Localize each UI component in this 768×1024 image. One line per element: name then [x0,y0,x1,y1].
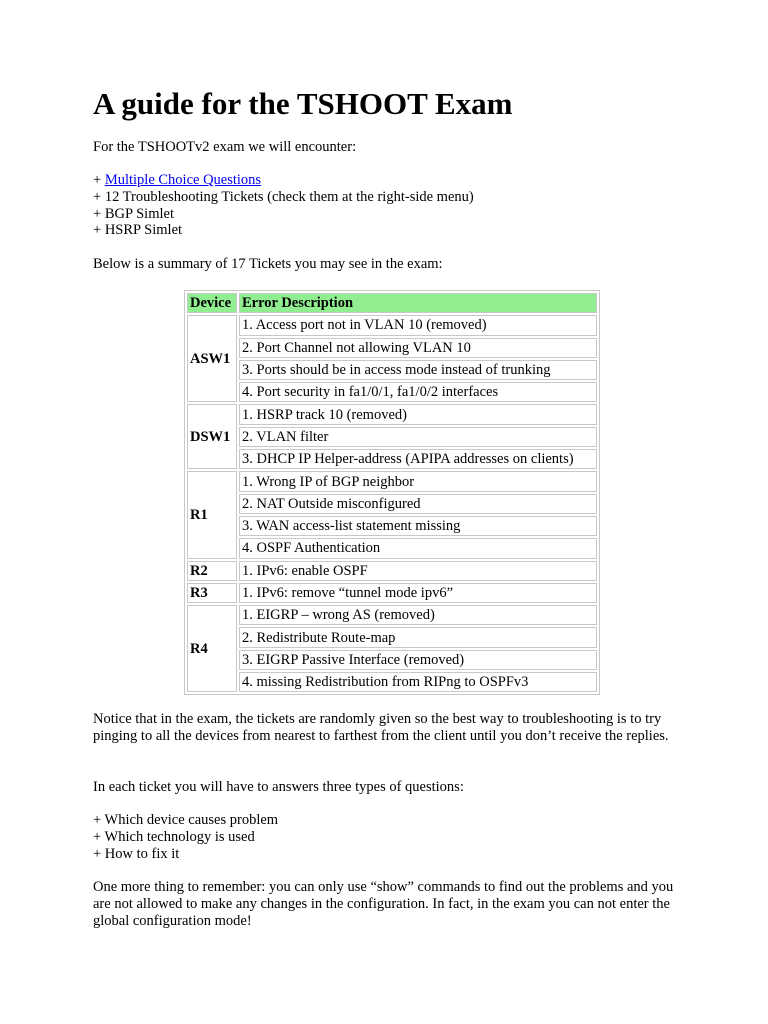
device-cell: R4 [187,605,237,692]
table-row [187,494,597,514]
table-row [187,471,597,491]
table-row [187,338,597,358]
error-cell: 1. IPv6: remove “tunnel mode ipv6” [239,583,597,603]
error-cell: 1. Wrong IP of BGP neighbor [239,471,597,491]
table-row [187,627,597,647]
item-text: BGP Simlet [104,206,174,222]
multiple-choice-link[interactable]: Multiple Choice Questions [104,172,262,188]
table-row [187,449,597,469]
question-type-item: + Which device causes problem [93,812,279,828]
error-cell: 2. NAT Outside misconfigured [239,494,597,514]
table-row [187,404,597,424]
item-prefix: + [93,206,105,222]
error-cell: 3. EIGRP Passive Interface (removed) [239,650,597,670]
device-cell: ASW1 [187,315,237,402]
table-row [187,360,597,380]
table-header-row [187,293,597,313]
question-type-item: + Which technology is used [93,829,255,845]
device-cell: R1 [187,471,237,558]
table-row [187,315,597,335]
encounter-item [93,189,474,206]
item-text: HSRP Simlet [104,222,183,238]
error-cell: 4. OSPF Authentication [239,538,597,558]
encounter-item [93,172,261,189]
error-cell: 3. DHCP IP Helper-address (APIPA addresses on clients) [239,449,597,469]
device-header: Device [187,293,237,313]
error-cell: 4. Port security in fa1/0/1, fa1/0/2 interfaces [239,382,597,402]
question-intro: In each ticket you will have to answers three types of questions: [93,779,464,795]
question-type-item: + How to fix it [93,846,180,862]
table-row [187,583,597,603]
error-cell: 4. missing Redistribution from RIPng to OSPFv3 [239,672,597,692]
error-cell: 2. VLAN filter [239,427,597,447]
tickets-table [184,290,600,695]
encounter-item [93,206,174,223]
table-row [187,650,597,670]
page-title: A guide for the TSHOOT Exam [93,86,513,121]
item-prefix: + [93,172,105,188]
table-row [187,382,597,402]
error-cell: 2. Port Channel not allowing VLAN 10 [239,338,597,358]
device-cell: R2 [187,561,237,581]
table-row [187,427,597,447]
error-cell: 3. WAN access-list statement missing [239,516,597,536]
encounter-item [93,222,182,239]
error-cell: 2. Redistribute Route-map [239,627,597,647]
error-header: Error Description [239,293,597,313]
table-row [187,516,597,536]
summary-text: Below is a summary of 17 Tickets you may see in the exam: [93,256,443,272]
table-row [187,672,597,692]
error-cell: 3. Ports should be in access mode instead of trunking [239,360,597,380]
error-cell: 1. IPv6: enable OSPF [239,561,597,581]
error-cell: 1. EIGRP – wrong AS (removed) [239,605,597,625]
device-cell: R3 [187,583,237,603]
table-row [187,538,597,558]
table-row [187,605,597,625]
notice-paragraph: Notice that in the exam, the tickets are randomly given so the best way to troubleshooting is to try pinging to all the devices from nearest to farthest from the client until you don’t receive the replies. [93,711,669,744]
item-text: 12 Troubleshooting Tickets (check them at the right-side menu) [104,189,474,205]
table-row [187,561,597,581]
item-prefix: + [93,222,105,238]
intro-text: For the TSHOOTv2 exam we will encounter: [93,139,357,155]
device-cell: DSW1 [187,404,237,469]
error-cell: 1. HSRP track 10 (removed) [239,404,597,424]
item-prefix: + [93,189,105,205]
error-cell: 1. Access port not in VLAN 10 (removed) [239,315,597,335]
remember-paragraph: One more thing to remember: you can only use “show” commands to find out the problems and you are not allowed to make any changes in the configuration. In fact, in the exam you can not enter the global configuration mode! [93,879,674,929]
